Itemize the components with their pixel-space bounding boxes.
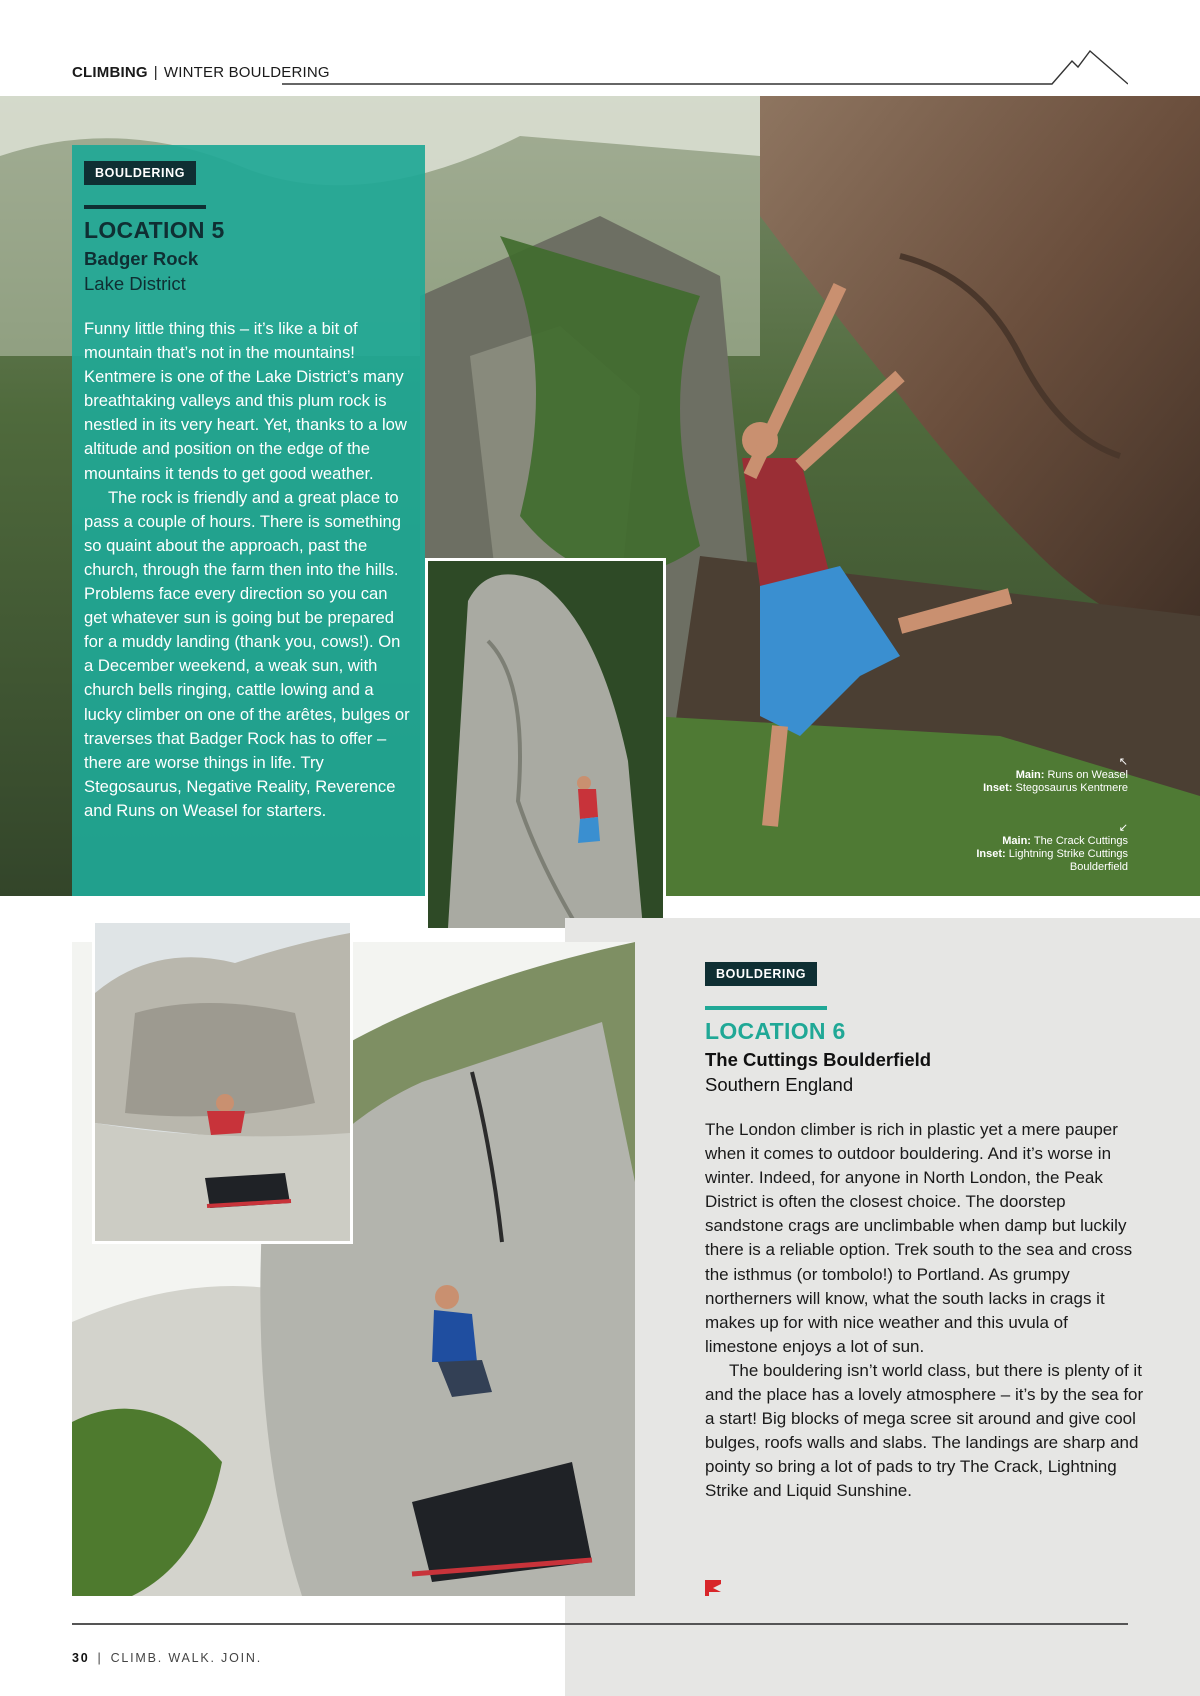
category-tag: BOULDERING <box>705 962 817 986</box>
section-title: CLIMBING <box>72 64 148 81</box>
page-header <box>72 56 1128 96</box>
caption-main-label: Main: <box>1002 835 1031 847</box>
location-heading: LOCATION 5 <box>84 217 225 243</box>
location-name: Badger Rock <box>84 248 199 269</box>
body-paragraph: The bouldering isn’t world class, but there is plenty of it and the place has a lovely atmosphere – it’s by the sea for a start! Big blocks of mega scree sit around and give cool bulges, roofs walls and slabs. The landings are sharp and pointy so bring a lot of pads to try The Crack, Lightning Strike and Liquid Sunshine. <box>705 1360 1144 1501</box>
footer-separator: | <box>97 1651 103 1665</box>
location-5-panel <box>72 145 425 896</box>
heading-rule <box>84 205 206 209</box>
page-number: 30 <box>72 1651 90 1665</box>
location-6-panel <box>705 962 1145 1504</box>
mountain-outline-icon <box>282 36 1128 91</box>
footer-tagline: CLIMB. WALK. JOIN. <box>110 1651 262 1665</box>
end-mark-icon <box>705 1580 721 1596</box>
arrow-up-left-icon: ↖ <box>1118 756 1128 768</box>
section-subtitle: WINTER BOULDERING <box>163 64 330 81</box>
caption-main-text: The Crack Cuttings <box>1033 835 1128 847</box>
body-paragraph: Funny little thing this – it’s like a bit of mountain that’s not in the mountains! Kentmere is one of the Lake District’s many breathtaking valleys and this plum rock is nestled in its very heart. Yet, thanks to a low altitude and position on the edge of the mountains it tends to get good weather. <box>84 319 407 483</box>
location-region: Lake District <box>84 273 186 294</box>
location-heading: LOCATION 6 <box>705 1018 846 1044</box>
body-paragraph: The London climber is rich in plastic yet a mere pauper when it comes to outdoor bouldering. And it’s worse in winter. Indeed, for anyone in North London, the Peak District is often the closest choice. The doorstep sandstone crags are unclimbable when damp but luckily there is a reliable option. Trek south to the sea and cross the isthmus (or tombolo!) to Portland. As grumpy northerners will know, what the south lacks in crags it makes up for with nice weather and this uvula of limestone enjoys a lot of sun. <box>705 1120 1133 1356</box>
caption-main-text: Runs on Weasel <box>1047 769 1128 781</box>
caption-inset-text: Lightning Strike Cuttings Boulderfield <box>1008 848 1128 873</box>
body-paragraph: The rock is friendly and a great place to pass a couple of hours. There is something so quaint about the approach, past the church, through the farm then into the hills. Problems face every direction so you can get whatever sun is going but be prepared for a muddy landing (thank you, cows!). On a December weekend, a weak sun, with church bells ringing, cattle lowing and a lucky climber on one of the arêtes, bulges or traverses that Badger Rock has to offer – there are worse things in life. Try Stegosaurus, Negative Reality, Reverence and Runs on Weasel for starters. <box>84 487 410 820</box>
location-body <box>705 1118 1145 1504</box>
category-tag: BOULDERING <box>84 161 196 185</box>
caption-main-label: Main: <box>1015 769 1045 781</box>
caption-inset-label: Inset: <box>983 782 1013 794</box>
heading-rule <box>705 1006 827 1010</box>
photo-caption-bottom <box>928 822 1128 874</box>
location-name: The Cuttings Boulderfield <box>705 1049 932 1070</box>
footer-rule <box>72 1623 1128 1625</box>
inset-photo-lightning-strike <box>92 920 353 1244</box>
header-separator: | <box>153 64 158 81</box>
caption-inset-label: Inset: <box>976 848 1006 860</box>
page-footer <box>72 1651 262 1665</box>
inset-photo-stegosaurus <box>425 558 666 931</box>
caption-inset-text: Stegosaurus Kentmere <box>1015 782 1128 794</box>
location-body <box>84 317 413 823</box>
location-region: Southern England <box>705 1074 854 1095</box>
arrow-down-left-icon: ↙ <box>1118 822 1128 834</box>
photo-caption-top <box>928 756 1128 795</box>
